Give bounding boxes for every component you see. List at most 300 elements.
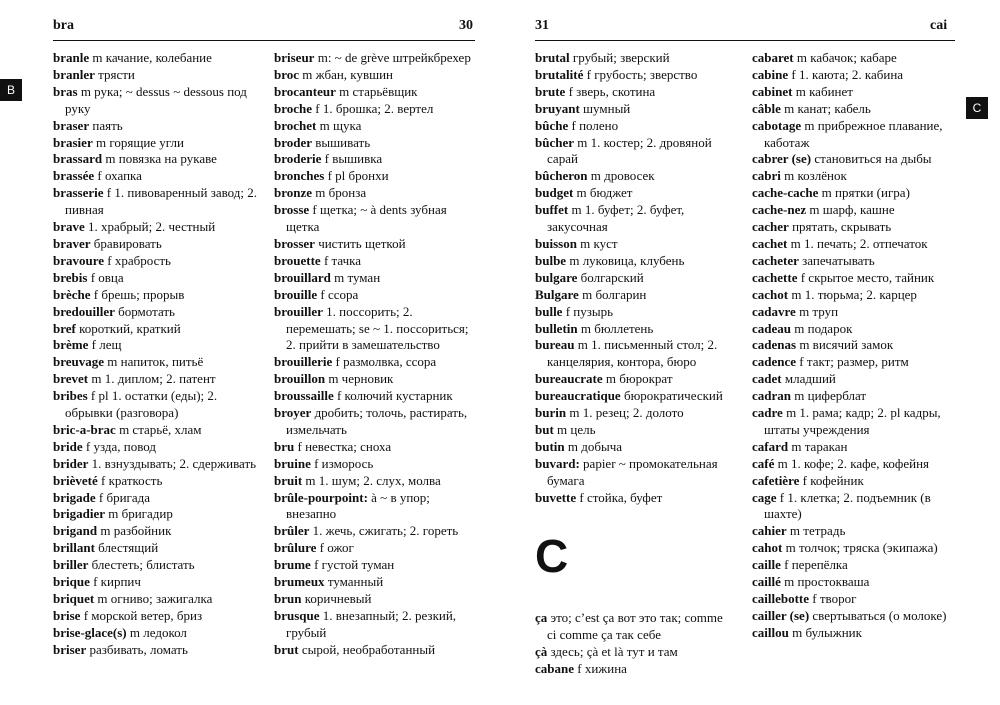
entry-headword: bras	[53, 83, 78, 99]
entry-headword: broder	[274, 134, 313, 150]
entry-headword: brider	[53, 455, 89, 471]
entry-headword: brasier	[53, 134, 93, 150]
entry-translation: m толчок; тряска (экипажа)	[782, 540, 938, 556]
entry-headword: brouillerie	[274, 354, 333, 370]
entry-headword: bronches	[274, 168, 325, 184]
dictionary-entry	[752, 388, 958, 405]
entry-headword: bredouiller	[53, 303, 115, 319]
entry-headword: café	[752, 455, 775, 471]
entry-headword: caillou	[752, 624, 789, 640]
entry-translation: 1. поссорить; 2. перемешать; se ~ 1. поссориться; 2. прийти в замешательство	[286, 303, 469, 353]
dictionary-entry	[535, 185, 735, 202]
entry-translation: m рука; ~ dessus ~ dessous под руку	[65, 83, 247, 116]
entry-headword: câble	[752, 100, 781, 116]
entry-translation: f брешь; прорыв	[90, 286, 185, 302]
dictionary-entry	[535, 337, 735, 371]
entry-headword: brumeux	[274, 574, 325, 590]
entry-translation: блестеть; блистать	[88, 557, 195, 573]
dictionary-entry	[53, 439, 258, 456]
dictionary-entry	[752, 456, 958, 473]
dictionary-entry	[274, 151, 477, 168]
entry-translation: m старьё, хлам	[115, 421, 202, 437]
dictionary-entry	[752, 439, 958, 456]
dictionary-entry	[274, 50, 477, 67]
section-letter-c: C	[535, 530, 569, 583]
entry-translation: f такт; размер, ритм	[796, 354, 909, 370]
entry-translation: f творог	[809, 591, 857, 606]
dictionary-entry	[274, 67, 477, 84]
entry-translation: m таракан	[788, 438, 848, 454]
dictionary-entry	[274, 101, 477, 118]
letter-tab-c: C	[966, 97, 988, 119]
dictionary-entry	[535, 490, 735, 507]
entry-translation: m куст	[576, 235, 618, 251]
entry-headword: breuvage	[53, 354, 105, 370]
dictionary-entry	[752, 371, 958, 388]
entry-translation: m 1. письменный стол; 2. канцелярия, контора, бюро	[547, 337, 718, 370]
entry-headword: brute	[535, 83, 566, 99]
entry-headword: cabotage	[752, 117, 802, 133]
dictionary-entry	[752, 101, 958, 118]
entry-headword: brebis	[53, 269, 88, 285]
dictionary-entry	[752, 236, 958, 253]
dictionary-entry	[274, 388, 477, 405]
right-column-1	[535, 50, 735, 678]
entry-translation: papier ~ промокательная бумага	[547, 455, 718, 488]
entry-headword: brème	[53, 337, 89, 353]
entry-translation: m бронза	[312, 185, 367, 201]
dictionary-entry	[274, 490, 477, 524]
entry-translation: младший	[781, 371, 836, 387]
dictionary-entry	[535, 101, 735, 118]
entry-translation: m шарф, кашне	[806, 202, 895, 218]
entry-headword: briser	[53, 641, 87, 657]
dictionary-entry	[274, 185, 477, 202]
entry-headword: cadeau	[752, 320, 791, 336]
dictionary-entry	[53, 625, 258, 642]
dictionary-entry	[274, 608, 477, 642]
dictionary-entry	[752, 50, 958, 67]
entry-translation: m 1. шум; 2. слух, молва	[302, 472, 441, 488]
dictionary-entry	[752, 625, 958, 642]
dictionary-entry	[752, 67, 958, 84]
entry-headword: brique	[53, 574, 90, 590]
entry-translation: m дровосек	[587, 168, 655, 184]
entry-headword: brise	[53, 607, 81, 623]
entry-translation: m 1. кофе; 2. кафе, кофейня	[774, 455, 930, 471]
entry-headword: brosse	[274, 202, 310, 218]
dictionary-entry	[535, 456, 735, 490]
entry-headword: bruine	[274, 455, 311, 471]
dictionary-entry	[53, 84, 258, 118]
entry-headword: broyer	[274, 405, 312, 421]
dictionary-entry	[274, 557, 477, 574]
entry-headword: cadenas	[752, 337, 797, 353]
dictionary-entry	[53, 456, 258, 473]
entry-headword: bride	[53, 438, 83, 454]
dictionary-entry	[752, 321, 958, 338]
entry-translation: m 1. буфет; 2. буфет, закусочная	[547, 202, 685, 235]
entry-headword: brusque	[274, 607, 320, 623]
entry-translation: m булыжник	[788, 624, 862, 640]
entry-headword: bûcheron	[535, 168, 588, 184]
entry-translation: грубый; зверский	[569, 50, 670, 65]
dictionary-entry	[274, 84, 477, 101]
right-column-1-entries	[535, 50, 735, 506]
entry-translation: m 1. диплом; 2. патент	[88, 371, 216, 387]
left-column-1	[53, 50, 258, 659]
entry-translation: m: ~ de grève штрейкбрехер	[314, 50, 471, 65]
entry-headword: bribes	[53, 388, 88, 404]
entry-translation: f зверь, скотина	[565, 83, 656, 99]
entry-headword: bravoure	[53, 252, 105, 268]
entry-translation: m ледокол	[126, 624, 187, 640]
entry-headword: bulletin	[535, 320, 578, 336]
entry-translation: f колючий кустарник	[333, 388, 453, 404]
dictionary-entry	[752, 287, 958, 304]
entry-headword: bru	[274, 438, 295, 454]
right-column-2	[752, 50, 958, 642]
entry-headword: cabine	[752, 66, 789, 82]
entry-translation: m прятки (игра)	[818, 185, 910, 201]
entry-translation: f вышивка	[321, 151, 383, 167]
dictionary-entry	[274, 202, 477, 236]
entry-headword: brutal	[535, 50, 570, 65]
entry-translation: сырой, необработанный	[298, 641, 436, 657]
entry-headword: cadet	[752, 371, 782, 387]
dictionary-entry	[535, 388, 735, 405]
dictionary-entry	[535, 67, 735, 84]
right-header-rule	[535, 40, 955, 41]
left-header-rule	[53, 40, 475, 41]
entry-translation: m горящие угли	[92, 134, 184, 150]
dictionary-entry	[53, 151, 258, 168]
entry-headword: cahier	[752, 523, 787, 539]
entry-headword: bulbe	[535, 252, 567, 268]
entry-translation: туманный	[324, 574, 384, 590]
entry-translation: f краткость	[97, 472, 163, 488]
entry-translation: f ссора	[317, 286, 359, 302]
dictionary-entry	[53, 304, 258, 321]
entry-headword: brigadier	[53, 506, 105, 522]
entry-headword: brave	[53, 219, 85, 235]
dictionary-entry	[53, 321, 258, 338]
entry-translation: m подарок	[791, 320, 853, 336]
dictionary-entry	[752, 168, 958, 185]
entry-headword: bronze	[274, 185, 313, 201]
entry-headword: briller	[53, 557, 89, 573]
entry-headword: cage	[752, 489, 777, 505]
entry-translation: свертываться (о молоке)	[809, 607, 947, 623]
dictionary-entry	[535, 422, 735, 439]
entry-headword: braser	[53, 117, 90, 133]
entry-headword: brise-glace(s)	[53, 624, 127, 640]
dictionary-entry	[752, 219, 958, 236]
entry-headword: butin	[535, 438, 565, 454]
dictionary-entry	[53, 422, 258, 439]
entry-translation: коричневый	[301, 591, 372, 606]
entry-headword: cabane	[535, 661, 574, 677]
entry-headword: bûcher	[535, 134, 574, 150]
entry-headword: cadran	[752, 388, 791, 404]
entry-headword: brillant	[53, 540, 95, 556]
dictionary-entry	[53, 50, 258, 67]
entry-headword: cabaret	[752, 50, 794, 65]
entry-translation: f хижина	[574, 661, 627, 677]
dictionary-entry	[752, 523, 958, 540]
entry-headword: brosser	[274, 235, 315, 251]
entry-translation: à ~ в упор; внезапно	[286, 489, 430, 522]
entry-translation: разбивать, ломать	[86, 641, 188, 657]
dictionary-entry	[53, 591, 258, 608]
dictionary-entry	[752, 185, 958, 202]
entry-translation: f стойка, буфет	[576, 489, 663, 505]
entry-translation: становиться на дыбы	[811, 151, 932, 167]
entry-translation: m прибрежное плавание, каботаж	[764, 117, 943, 150]
entry-translation: f скрытое место, тайник	[797, 269, 935, 285]
dictionary-entry	[274, 135, 477, 152]
entry-headword: cafetière	[752, 472, 800, 488]
entry-headword: buisson	[535, 235, 577, 251]
entry-headword: branle	[53, 50, 90, 65]
dictionary-entry	[274, 270, 477, 287]
entry-translation: m напиток, питьё	[104, 354, 204, 370]
entry-headword: cabinet	[752, 83, 793, 99]
entry-translation: трясти	[94, 66, 135, 82]
entry-translation: f кирпич	[89, 574, 141, 590]
entry-translation: f пузырь	[562, 303, 614, 319]
dictionary-entry	[535, 321, 735, 338]
entry-headword: budget	[535, 185, 574, 201]
entry-headword: briseur	[274, 50, 315, 65]
dictionary-entry	[535, 644, 735, 661]
entry-headword: braver	[53, 235, 91, 251]
entry-translation: f овца	[87, 269, 124, 285]
entry-translation: f бригада	[95, 489, 151, 505]
dictionary-entry	[752, 118, 958, 152]
left-column-2	[274, 50, 477, 659]
entry-headword: brochet	[274, 117, 317, 133]
entry-translation: f охапка	[94, 168, 142, 184]
entry-translation: m туман	[330, 269, 381, 285]
entry-translation: m кабачок; кабаре	[793, 50, 897, 65]
dictionary-entry	[53, 371, 258, 388]
entry-headword: çà	[535, 644, 548, 660]
dictionary-entry	[535, 118, 735, 135]
dictionary-entry	[535, 610, 735, 644]
entry-translation: m простокваша	[780, 574, 870, 590]
dictionary-entry	[752, 473, 958, 490]
dictionary-entry	[274, 642, 477, 659]
dictionary-entry	[274, 253, 477, 270]
entry-headword: bref	[53, 320, 76, 336]
dictionary-entry	[274, 574, 477, 591]
dictionary-entry	[53, 540, 258, 557]
entry-translation: здесь; çà et là тут и там	[547, 644, 678, 660]
entry-translation: f 1. брошка; 2. вертел	[312, 100, 434, 116]
entry-translation: m 1. тюрьма; 2. карцер	[788, 286, 917, 302]
entry-translation: запечатывать	[798, 252, 875, 268]
entry-translation: f pl бронхи	[324, 168, 389, 184]
entry-headword: cache-cache	[752, 185, 819, 201]
entry-translation: m жбан, кувшин	[299, 66, 394, 82]
dictionary-entry	[752, 490, 958, 524]
dictionary-entry	[535, 304, 735, 321]
entry-headword: cailler (se)	[752, 607, 810, 623]
entry-translation: m болгарин	[578, 286, 647, 302]
entry-translation: m щука	[316, 117, 362, 133]
entry-headword: brouiller	[274, 303, 323, 319]
entry-translation: f лещ	[88, 337, 122, 353]
entry-translation: короткий, краткий	[75, 320, 181, 336]
entry-translation: шумный	[579, 100, 631, 116]
entry-headword: brûlure	[274, 540, 317, 556]
entry-headword: but	[535, 421, 554, 437]
entry-headword: brassard	[53, 151, 103, 167]
dictionary-entry	[752, 202, 958, 219]
right-page-number: 31	[535, 18, 549, 33]
dictionary-entry	[752, 540, 958, 557]
dictionary-entry	[752, 270, 958, 287]
entry-headword: cadence	[752, 354, 797, 370]
entry-headword: cadre	[752, 405, 783, 421]
dictionary-entry	[535, 661, 735, 678]
entry-headword: brouillard	[274, 269, 331, 285]
entry-translation: f полено	[568, 117, 619, 133]
entry-translation: m бригадир	[105, 506, 173, 522]
entry-headword: broc	[274, 66, 300, 82]
entry-headword: cachot	[752, 286, 789, 302]
entry-translation: бюрократический	[620, 388, 723, 404]
dictionary-entry	[752, 557, 958, 574]
entry-headword: bureaucratique	[535, 388, 621, 404]
entry-translation: m бюллетень	[577, 320, 654, 336]
entry-translation: m черновик	[325, 371, 394, 387]
entry-translation: f 1. пивоваренный завод; 2. пивная	[65, 185, 258, 218]
entry-headword: cache-nez	[752, 202, 807, 218]
dictionary-entry	[752, 304, 958, 321]
dictionary-entry	[274, 439, 477, 456]
entry-headword: brut	[274, 641, 299, 657]
entry-translation: вышивать	[312, 134, 371, 150]
entry-headword: brigand	[53, 523, 98, 539]
dictionary-entry	[274, 473, 477, 490]
entry-translation: дробить; толочь, растирать, измельчать	[286, 405, 468, 437]
dictionary-entry	[53, 118, 258, 135]
dictionary-entry	[274, 304, 477, 355]
entry-translation: f тачка	[320, 252, 362, 268]
entry-translation: m огниво; зажигалка	[94, 591, 213, 606]
dictionary-entry	[53, 219, 258, 236]
entry-translation: m качание, колебание	[89, 50, 212, 65]
dictionary-entry	[53, 168, 258, 185]
dictionary-entry	[274, 118, 477, 135]
entry-translation: прятать, скрывать	[788, 219, 892, 235]
entry-translation: паять	[89, 117, 123, 133]
entry-headword: brevet	[53, 371, 89, 387]
entry-headword: brouette	[274, 252, 321, 268]
entry-translation: m труп	[795, 303, 839, 319]
entry-headword: brouille	[274, 286, 318, 302]
entry-headword: cacheter	[752, 252, 799, 268]
entry-headword: broderie	[274, 151, 322, 167]
entry-translation: m 1. печать; 2. отпечаток	[787, 235, 928, 251]
dictionary-entry	[752, 151, 958, 168]
entry-translation: m козлёнок	[780, 168, 847, 184]
entry-headword: bureaucrate	[535, 371, 603, 387]
right-page	[500, 0, 1000, 705]
entry-headword: brûler	[274, 523, 310, 539]
dictionary-entry	[53, 490, 258, 507]
dictionary-entry	[274, 236, 477, 253]
entry-headword: bruyant	[535, 100, 580, 116]
entry-headword: brutalité	[535, 66, 584, 82]
dictionary-entry	[274, 523, 477, 540]
entry-translation: m бюрократ	[602, 371, 673, 387]
entry-headword: brûle-pourpoint:	[274, 489, 368, 505]
entry-headword: cadavre	[752, 303, 796, 319]
entry-headword: cacher	[752, 219, 789, 235]
dictionary-entry	[752, 591, 958, 608]
entry-translation: m 1. рама; кадр; 2. pl кадры, штаты учреждения	[764, 405, 941, 437]
entry-headword: caille	[752, 557, 781, 573]
dictionary-entry	[53, 287, 258, 304]
entry-translation: f щетка; ~ à dents зубная щетка	[286, 202, 447, 235]
dictionary-entry	[274, 456, 477, 473]
entry-headword: cachette	[752, 269, 798, 285]
entry-translation: f грубость; зверство	[583, 66, 698, 82]
dictionary-entry	[53, 67, 258, 84]
entry-translation: m добыча	[564, 438, 623, 454]
entry-headword: branler	[53, 66, 95, 82]
dictionary-entry	[752, 253, 958, 270]
entry-translation: m старьёвщик	[335, 83, 418, 99]
entry-translation: f кофейник	[799, 472, 864, 488]
entry-headword: brèche	[53, 286, 91, 302]
entry-headword: bulgare	[535, 269, 578, 285]
entry-translation: это; c’est ça вот это так; comme ci comme ça так себе	[547, 610, 723, 643]
entry-headword: buvard:	[535, 455, 580, 471]
dictionary-entry	[53, 388, 258, 422]
entry-translation: f морской ветер, бриз	[80, 607, 203, 623]
entry-headword: brigade	[53, 489, 96, 505]
entry-headword: broussaille	[274, 388, 334, 404]
dictionary-entry	[535, 253, 735, 270]
entry-headword: brassée	[53, 168, 95, 184]
dictionary-entry	[274, 540, 477, 557]
entry-translation: 1. взнуздывать; 2. сдерживать	[88, 455, 257, 471]
entry-translation: m бюджет	[573, 185, 633, 201]
entry-translation: m висячий замок	[796, 337, 894, 353]
dictionary-entry	[53, 253, 258, 270]
entry-translation: m 1. костер; 2. дровяной сарай	[547, 134, 712, 167]
dictionary-entry	[53, 642, 258, 659]
dictionary-entry	[535, 405, 735, 422]
dictionary-entry	[274, 371, 477, 388]
dictionary-entry	[274, 287, 477, 304]
dictionary-entry	[53, 185, 258, 219]
entry-headword: cafard	[752, 438, 789, 454]
dictionary-entry	[274, 168, 477, 185]
dictionary-entry	[274, 405, 477, 439]
dictionary-entry	[752, 405, 958, 439]
dictionary-entry	[535, 168, 735, 185]
entry-headword: brasserie	[53, 185, 104, 201]
dictionary-entry	[53, 135, 258, 152]
entry-headword: bulle	[535, 303, 563, 319]
right-header-word: cai	[930, 18, 948, 33]
entry-translation: m циферблат	[791, 388, 867, 404]
